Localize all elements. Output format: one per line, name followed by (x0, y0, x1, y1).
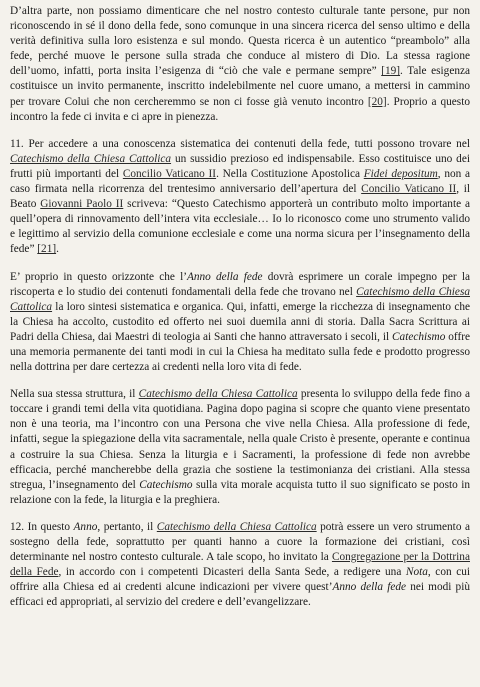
italic-text: Catechismo (139, 478, 193, 491)
link-concilio-vaticano-2[interactable]: Concilio Vaticano II (361, 183, 457, 196)
text: nei modi più efficaci ed appropriati, al servizio del credere e dell’evangelizzare. (10, 581, 470, 609)
text: un sussidio prezioso ed indispensabile. Esso costituisce uno dei frutti più importanti del (10, 152, 470, 180)
link-congregazione[interactable]: Congregazione per la Dottrina della Fede (10, 551, 470, 579)
paragraph-struttura (10, 387, 470, 508)
link-fidei-depositum[interactable]: Fidei depositum (363, 167, 438, 180)
footnote-link-20[interactable]: [20] (367, 95, 387, 108)
text: scriveva: “Questo Catechismo apporterà un contributo molto importante a quell’opera di rinnovamento dell’intera vita ecclesiale… Io lo riconosco come uno strumento valido e legittimo al servizio della comunione ecclesiale e come una norma sicura per l’insegnamento della fede” (10, 198, 470, 256)
text: , non a caso firmata nella ricorrenza del trentesimo anniversario dell’apertura del (10, 167, 471, 196)
text: . Proprio a questo incontro la fede ci invita e ci apre in pienezza. (10, 95, 470, 123)
text: , con cui offrire alla Chiesa ed ai credenti alcune indicazioni per vivere quest’ (10, 566, 470, 594)
text: dovrà esprimere un corale impegno per la riscoperta e lo studio dei contenuti fondamentali della fede che trovano nel (10, 270, 470, 298)
italic-text: Anno della fede (186, 270, 263, 283)
link-catechismo[interactable]: Catechismo della Chiesa Cattolica (138, 388, 298, 401)
link-concilio-vaticano[interactable]: Concilio Vaticano II (122, 167, 217, 180)
paragraph-11 (10, 137, 470, 258)
text: , il Beato (10, 183, 470, 211)
italic-text: Nota (405, 566, 428, 579)
text: Nella sua stessa struttura, il (10, 388, 139, 401)
paragraph-10-cont (10, 4, 470, 125)
link-catechismo[interactable]: Catechismo della Chiesa Cattolica (156, 520, 317, 533)
text: sulla vita morale acquista tutto il suo significato se posto in relazione con la fede, la liturgia e la preghiera. (10, 478, 470, 506)
footnote-link-21[interactable]: [21] (37, 243, 57, 256)
italic-text: Anno (73, 520, 98, 533)
text: , in accordo con i competenti Dicasteri della Santa Sede, a redigere una (58, 566, 406, 579)
text: . (56, 243, 59, 256)
footnote-link-19[interactable]: [19] (381, 65, 401, 78)
text: . Tale esigenza costituisce un invito permanente, inscritto indelebilmente nel cuore umano, a mettersi in cammino per trovare Colui che non cercheremmo se non ci fosse già venuto incontro (10, 65, 471, 108)
text: . Nella Costituzione Apostolica (216, 167, 364, 180)
link-giovanni-paolo[interactable]: Giovanni Paolo II (40, 198, 124, 211)
text: 12. In questo (10, 520, 74, 533)
text: presenta lo sviluppo della fede fino a toccare i grandi temi della vita quotidiana. Pagina dopo pagina si scopre che quanto viene presentato non è una teoria, ma l’incontro con una Persona che vive nella Chiesa. Alla professione di fede, infatti, segue la spiegazione della vita sacramentale, nella quale Cristo è presente, operante e continua a costruire la sua Chiesa. Senza la liturgia e i Sacramenti, la professione di fede non avrebbe efficacia, perché mancherebbe della grazia che sostiene la testimonianza dei cristiani. Alla stessa stregua, l’insegnamento del (10, 388, 470, 491)
text: E’ proprio in questo orizzonte che l’ (10, 270, 187, 283)
text: offre una memoria permanente dei tanti modi in cui la Chiesa ha meditato sulla fede e prodotto progresso nella dottrina per dare certezza ai credenti nella loro vita di fede. (10, 330, 470, 374)
paragraph-anno-fede (10, 270, 470, 376)
paragraph-12 (10, 520, 470, 611)
text: , pertanto, il (97, 520, 157, 533)
text: potrà essere un vero strumento a sostegno della fede, soprattutto per quanti hanno a cuore la formazione dei cristiani, così determinante nel nostro contesto culturale. A tale scopo, ho invitato la (10, 520, 470, 564)
italic-text: Catechismo (392, 330, 446, 343)
text: D’altra parte, non possiamo dimenticare che nel nostro contesto culturale tante persone, pur non riconoscendo in sé il dono della fede, sono comunque in una sincera ricerca del senso ultimo e della verità definitiva sulla loro esistenza e sul mondo. Questa ricerca è un autentico “preambolo” alla fede, perché muove le persone sulla strada che conduce al mistero di Dio. La stessa ragione dell’uomo, infatti, porta insita l’esigenza di “ciò che vale e permane sempre” (10, 5, 470, 78)
link-catechismo[interactable]: Catechismo della Chiesa Cattolica (10, 285, 470, 313)
link-catechismo[interactable]: Catechismo della Chiesa Cattolica (10, 152, 172, 165)
italic-text: Anno della fede (332, 581, 407, 594)
text: la loro sintesi sistematica e organica. Qui, infatti, emerge la ricchezza di insegnamento che la Chiesa ha accolto, custodito ed offerto nei suoi duemila anni di storia. Dalla Sacra Scrittura ai Padri della Chiesa, dai Maestri di teologia ai Santi che hanno attraversato i secoli, il (10, 300, 470, 343)
text: 11. Per accedere a una conoscenza sistematica dei contenuti della fede, tutti possono trovare nel (10, 137, 470, 150)
